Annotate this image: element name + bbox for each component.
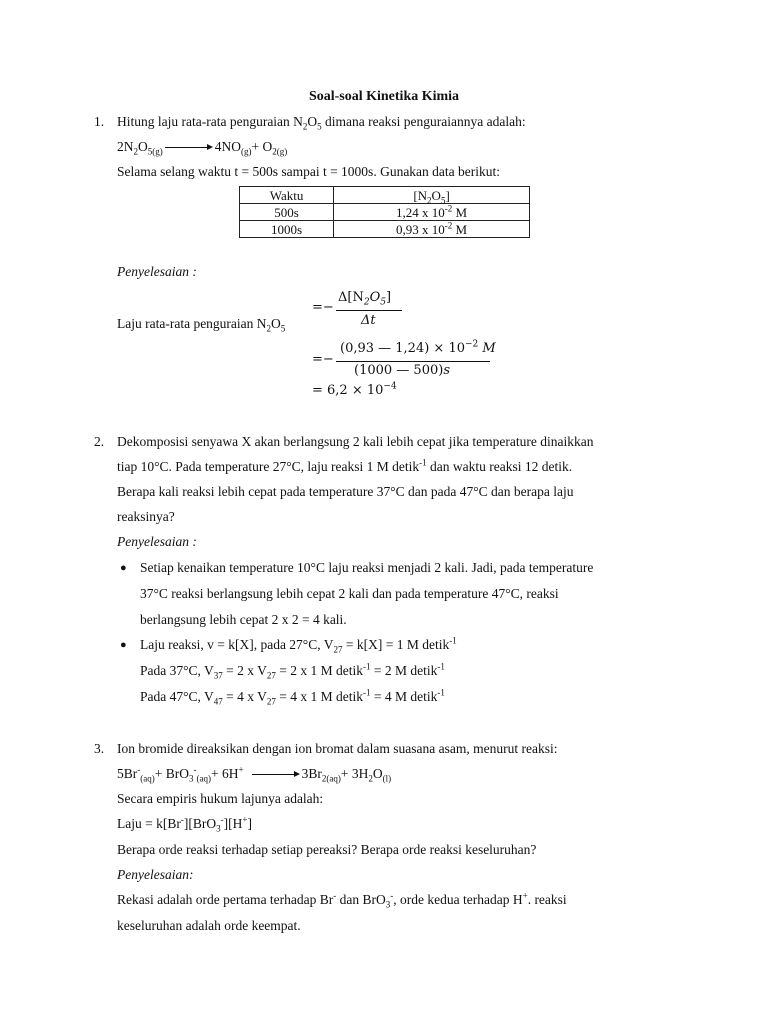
q2-solution-label: Penyelesaian : xyxy=(117,534,197,549)
math-delta-denominator: Δt xyxy=(361,313,376,328)
q1-interval-text: Selama selang waktu t = 500s sampai t = 1000s. Gunakan data berikut: xyxy=(117,164,501,179)
q2-bullet1-line1: Setiap kenaikan temperature 10°C laju reaksi menjadi 2 kali. Jadi, pada temperature xyxy=(140,560,594,575)
q3-reaction: $5Br^-_{(aq)}+ BrO_3^-_{(aq)}+ 6H^+$ $3Br_{2(aq)}+ 3H_2O_{(l)}$ xyxy=(117,764,392,784)
bullet-icon: ● xyxy=(120,562,127,574)
q3-line1: Ion bromide direaksikan dengan ion bromat dalam suasana asam, menurut reaksi: xyxy=(117,741,558,756)
q2-bullet2-line2: Pada 37°C, $V_{37} = 2$ x $V_{27} = 2$ x 1 M detik$^{-1}$ = 2 M detik$^{-1}$ xyxy=(140,661,445,681)
math-fraction-bar-2 xyxy=(336,361,490,362)
table-row xyxy=(240,204,530,221)
q1-number: 1. xyxy=(94,114,105,129)
q3-solution-label: Penyelesaian: xyxy=(117,867,194,882)
q2-line2: tiap 10°C. Pada temperature 27°C, laju reaksi 1 M detik$^{-1}$ dan waktu reaksi 12 detik. xyxy=(117,457,573,474)
table-header-waktu: Waktu xyxy=(240,187,334,204)
q3-line2: Secara empiris hukum lajunya adalah: xyxy=(117,791,324,806)
q2-line1: Dekomposisi senyawa X akan berlangsung 2 kali lebih cepat jika temperature dinaikkan xyxy=(117,434,594,449)
math-fraction-bar-1 xyxy=(336,310,402,311)
reaction-arrow-icon xyxy=(252,770,300,780)
page-title: Soal-soal Kinetika Kimia xyxy=(308,89,460,104)
q2-bullet1-line3: berlangsung lebih cepat 2 x 2 = 4 kali. xyxy=(140,612,347,627)
q1-reaction: $2N_2O_{5(g)}$ $4NO_{(g)}+ O_{2(g)}$ xyxy=(117,139,288,157)
q3-rate-law: Laju = k[Br-][BrO$_3$-][H+] xyxy=(117,814,252,834)
q2-number: 2. xyxy=(94,434,105,449)
reaction-arrow-icon xyxy=(165,143,213,153)
q3-answer-line1: Rekasi adalah orde pertama terhadap Br- dan BrO$_3$-, orde kedua terhadap H+. reaksi xyxy=(117,890,567,910)
q3-line3: Berapa orde reaksi terhadap setiap pereaksi? Berapa orde reaksi keseluruhan? xyxy=(117,842,537,857)
math-equals-1: =− xyxy=(312,300,334,315)
math-equals-2: =− xyxy=(312,352,334,367)
math-result: = $6,2 \times 10^{-4}$ xyxy=(312,381,397,398)
table-row xyxy=(240,221,530,238)
table-cell-time: 500s xyxy=(240,204,334,221)
q1-text: Hitung laju rata-rata penguraian $N_2O_5$ dimana reaksi penguraiannya adalah: xyxy=(117,114,526,132)
q2-line3: Berapa kali reaksi lebih cepat pada temperature 37°C dan pada 47°C dan berapa laju xyxy=(117,484,574,499)
q2-line4: reaksinya? xyxy=(117,509,175,524)
q2-bullet1-line2: 37°C reaksi berlangsung lebih cepat 2 kali dan pada temperature 47°C, reaksi xyxy=(140,586,559,601)
table-cell-time: 1000s xyxy=(240,221,334,238)
bullet-icon: ● xyxy=(120,639,127,651)
q3-number: 3. xyxy=(94,741,105,756)
math-delta-numerator: $\Delta[N_2O_5]$ xyxy=(338,290,392,308)
table-cell-conc: 0,93 x $10^{-2}$ M xyxy=(334,221,530,238)
table-header-concentration: $[N_2O_5]$ xyxy=(334,187,530,204)
q2-bullet2-line3: Pada 47°C, $V_{47} = 4$ x $V_{27} = 4$ x 1 M detik$^{-1}$ = 4 M detik$^{-1}$ xyxy=(140,687,445,707)
math-numerator-2: (0,93 — $1,24) \times 10^{-2}$ M xyxy=(340,339,496,356)
q3-answer-line2: keseluruhan adalah orde keempat. xyxy=(117,918,301,933)
q2-bullet2-line1: Laju reaksi, v = k[X], pada 27°C, $V_{27} = k[X] = 1$ M detik$^{-1}$ xyxy=(140,635,457,655)
table-cell-conc: 1,24 x $10^{-2}$ M xyxy=(334,204,530,221)
math-denominator-2: (1000 — 500)s xyxy=(354,363,450,378)
data-table xyxy=(239,186,530,238)
q1-rate-label: Laju rata-rata penguraian $N_2O_5$ xyxy=(117,316,286,334)
table-header-row xyxy=(240,187,530,204)
q1-solution-label: Penyelesaian : xyxy=(117,264,197,279)
